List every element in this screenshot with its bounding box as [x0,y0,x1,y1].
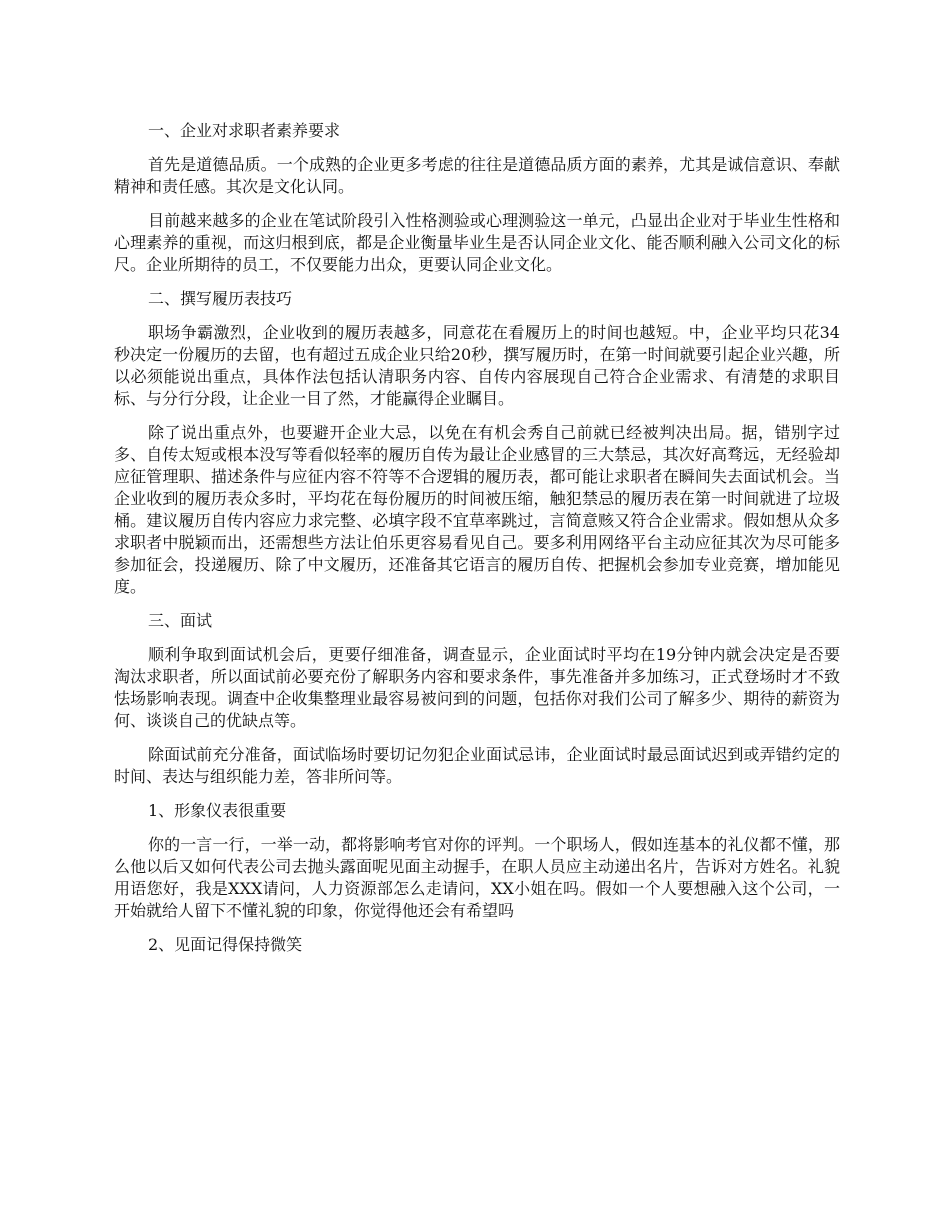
paragraph-resume-taboos: 除了说出重点外，也要避开企业大忌，以免在有机会秀自己前就已经被判决出局。据，错别字过多、自传太短或根本没写等看似轻率的履历自传为最让企业感冒的三大禁忌，其次好高骛远，无经验却应征管理职、描述条件与应征内容不符等不合逻辑的履历表，都可能让求职者在瞬间失去面试机会。当企业收到的履历表众多时，平均花在每份履历的时间被压缩，触犯禁忌的履历表在第一时间就进了垃圾桶。建议履历自传内容应力求完整、必填字段不宜草率跳过，言简意赅又符合企业需求。假如想从众多求职者中脱颖而出，还需想些方法让伯乐更容易看见自己。要多利用网络平台主动应征其次为尽可能多参加征会，投递履历、除了中文履历，还准备其它语言的履历自传、把握机会参加专业竞赛，增加能见度。 [114,423,840,596]
section-heading-resume: 二、撰写履历表技巧 [148,289,293,308]
section-heading-interview: 三、面试 [148,611,213,630]
paragraph-personality-tests: 目前越来越多的企业在笔试阶段引入性格测验或心理测验这一单元，凸显出企业对于毕业生性格和心理素养的重视，而这归根到底，都是企业衡量毕业生是否认同企业文化、能否顺利融入公司文化的标尺。企业所期待的员工，不仅要能力出众，更要认同企业文化。 [114,211,840,274]
paragraph-resume-time: 职场争霸激烈，企业收到的履历表越多，同意花在看履历上的时间也越短。中，企业平均只花34秒决定一份履历的去留，也有超过五成企业只给20秒，撰写履历时，在第一时间就要引起企业兴趣，所以必须能说出重点，具体作法包括认清职务内容、自传内容展现自己符合企业需求、有清楚的求职目标、与分行分段，让企业一目了然，才能赢得企业瞩目。 [114,323,840,408]
paragraph-moral-quality: 首先是道德品质。一个成熟的企业更多考虑的往往是道德品质方面的素养，尤其是诚信意识、奉献精神和责任感。其次是文化认同。 [114,155,840,196]
section-heading-requirements: 一、企业对求职者素养要求 [148,121,341,140]
document-body [114,120,840,968]
subheading-appearance: 1、形象仪表很重要 [148,801,287,820]
subheading-smile: 2、见面记得保持微笑 [148,935,303,954]
paragraph-interview-prep: 顺利争取到面试机会后，更要仔细准备，调查显示，企业面试时平均在19分钟内就会决定是否要淘汰求职者，所以面试前必要充份了解职务内容和要求条件，事先准备并多加练习，正式登场时才不致怯场影响表现。调查中企收集整理业最容易被问到的问题，包括你对我们公司了解多少、期待的薪资为何、谈谈自己的优缺点等。 [114,645,840,730]
paragraph-interview-taboos: 除面试前充分准备，面试临场时要切记勿犯企业面试忌讳，企业面试时最忌面试迟到或弄错约定的时间、表达与组织能力差，答非所问等。 [114,745,840,786]
paragraph-etiquette: 你的一言一行，一举一动，都将影响考官对你的评判。一个职场人，假如连基本的礼仪都不懂，那么他以后又如何代表公司去抛头露面呢见面主动握手，在职人员应主动递出名片，告诉对方姓名。礼貌用语您好，我是XXX请问，人力资源部怎么走请问，XX小姐在吗。假如一个人要想融入这个公司，一开始就给人留下不懂礼貌的印象，你觉得他还会有希望吗 [114,835,840,920]
